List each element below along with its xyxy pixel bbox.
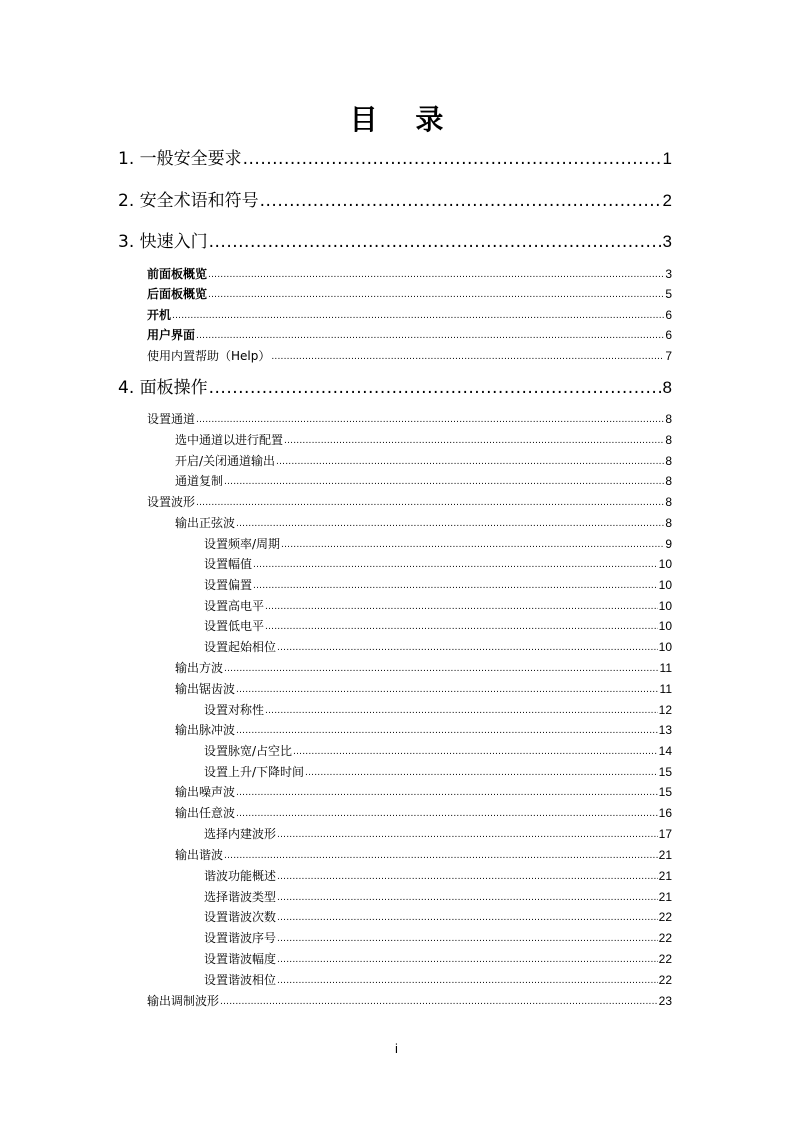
toc-entry-page: 3	[665, 267, 672, 281]
toc-leader-dots	[277, 891, 658, 905]
page-title: 目 录	[349, 103, 458, 136]
toc-entry-label: 设置高电平	[204, 599, 265, 613]
toc-entry[interactable]	[147, 327, 672, 343]
toc-leader-dots	[224, 662, 659, 676]
toc-entry-page: 1	[662, 149, 672, 168]
toc-entry-page: 5	[665, 287, 672, 301]
toc-leader-dots	[196, 329, 664, 343]
toc-entry-label: 设置谐波相位	[204, 973, 277, 987]
toc-entry-page: 8	[665, 412, 672, 426]
toc-leader-dots	[196, 496, 664, 510]
toc-entry[interactable]	[175, 473, 672, 489]
toc-entry-label: 1. 一般安全要求	[118, 149, 242, 169]
toc-entry-page: 12	[658, 703, 672, 717]
toc-entry-label: 选择内建波形	[204, 827, 277, 841]
toc-entry-label: 输出谐波	[175, 848, 224, 862]
toc-leader-dots	[265, 704, 658, 718]
toc-entry[interactable]	[204, 639, 672, 655]
toc-entry[interactable]	[175, 784, 672, 800]
toc-entry-label: 开机	[147, 308, 172, 322]
toc-entry[interactable]	[204, 556, 672, 572]
toc-leader-dots	[253, 579, 658, 593]
toc-leader-dots	[277, 641, 658, 655]
toc-entry-label: 用户界面	[147, 328, 196, 342]
toc-entry-page: 15	[658, 785, 672, 799]
toc-entry-page: 8	[665, 454, 672, 468]
toc-entry[interactable]	[204, 764, 672, 780]
toc-entry-label: 设置低电平	[204, 619, 265, 633]
toc-entry-page: 8	[665, 433, 672, 447]
toc-entry[interactable]	[175, 847, 672, 863]
toc-entry[interactable]	[204, 868, 672, 884]
toc-leader-dots	[284, 434, 664, 448]
toc-leader-dots	[277, 828, 658, 842]
toc-entry-label: 前面板概览	[147, 267, 208, 281]
toc-entry-label: 选中通道以进行配置	[175, 433, 284, 447]
toc-entry[interactable]	[175, 722, 672, 738]
toc-entry[interactable]	[175, 453, 672, 469]
toc-entry-page: 22	[658, 931, 672, 945]
toc-entry[interactable]	[147, 266, 672, 282]
toc-entry-label: 后面板概览	[147, 287, 208, 301]
toc-entry-page: 10	[658, 619, 672, 633]
toc-entry-page: 22	[658, 952, 672, 966]
toc-entry-label: 设置频率/周期	[204, 537, 281, 551]
toc-entry-label: 通道复制	[175, 474, 224, 488]
toc-entry-page: 21	[658, 869, 672, 883]
toc-leader-dots	[196, 413, 664, 427]
toc-entry[interactable]	[147, 307, 672, 323]
toc-entry-label: 设置通道	[147, 412, 196, 426]
toc-entry-page: 17	[658, 827, 672, 841]
toc-leader-dots	[277, 911, 658, 925]
toc-entry[interactable]	[175, 805, 672, 821]
toc-entry[interactable]	[204, 972, 672, 988]
toc-entry[interactable]	[118, 377, 672, 399]
toc-leader-dots	[172, 309, 664, 323]
toc-leader-dots	[277, 974, 658, 988]
toc-entry[interactable]	[147, 993, 672, 1009]
toc-entry-page: 21	[658, 848, 672, 862]
toc-entry[interactable]	[204, 618, 672, 634]
toc-entry[interactable]	[204, 909, 672, 925]
toc-entry-page: 11	[659, 661, 672, 675]
toc-entry-label: 设置谐波幅度	[204, 952, 277, 966]
toc-leader-dots	[277, 870, 658, 884]
toc-entry-label: 输出脉冲波	[175, 723, 236, 737]
toc-leader-dots	[277, 932, 658, 946]
toc-entry-label: 4. 面板操作	[118, 378, 208, 398]
toc-entry-page: 10	[658, 640, 672, 654]
toc-entry[interactable]	[204, 577, 672, 593]
toc-entry[interactable]	[147, 411, 672, 427]
toc-entry-label: 3. 快速入门	[118, 232, 208, 252]
toc-entry-page: 10	[658, 578, 672, 592]
toc-leader-dots	[236, 724, 658, 738]
toc-entry[interactable]	[204, 951, 672, 967]
toc-entry-page: 8	[665, 474, 672, 488]
toc-leader-dots	[281, 538, 664, 552]
toc-entry-page: 9	[665, 537, 672, 551]
toc-entry-page: 8	[662, 378, 672, 397]
toc-entry-page: 14	[658, 744, 672, 758]
toc-entry-page: 11	[659, 682, 672, 696]
toc-entry[interactable]	[175, 515, 672, 531]
toc-entry-page: 2	[662, 191, 672, 210]
toc-entry-page: 23	[658, 994, 672, 1008]
toc-entry-label: 设置起始相位	[204, 640, 277, 654]
toc-leader-dots	[236, 517, 664, 531]
toc-entry-label: 设置谐波次数	[204, 910, 277, 924]
toc-entry-label: 输出调制波形	[147, 994, 220, 1008]
toc-leader-dots	[236, 807, 658, 821]
toc-leader-dots	[243, 148, 662, 170]
toc-leader-dots	[253, 558, 658, 572]
toc-entry-label: 设置幅值	[204, 557, 253, 571]
toc-entry-label: 输出方波	[175, 661, 224, 675]
toc-entry-page: 8	[665, 516, 672, 530]
toc-leader-dots	[277, 953, 658, 967]
toc-entry[interactable]	[147, 348, 672, 364]
toc-entry-page: 16	[658, 806, 672, 820]
toc-entry-page: 22	[658, 973, 672, 987]
toc-entry-page: 22	[658, 910, 672, 924]
toc-entry-page: 15	[658, 765, 672, 779]
toc-entry-label: 2. 安全术语和符号	[118, 191, 259, 211]
toc-entry[interactable]	[175, 660, 672, 676]
toc-entry[interactable]	[204, 930, 672, 946]
toc-leader-dots	[220, 995, 658, 1009]
toc-leader-dots	[224, 475, 664, 489]
toc-leader-dots	[305, 766, 658, 780]
toc-entry-label: 开启/关闭通道输出	[175, 454, 276, 468]
toc-entry-page: 7	[665, 349, 672, 363]
toc-entry[interactable]	[204, 536, 672, 552]
toc-entry-label: 输出锯齿波	[175, 682, 236, 696]
toc-entry[interactable]	[147, 494, 672, 510]
toc-entry[interactable]	[204, 702, 672, 718]
toc-entry-label: 输出正弦波	[175, 516, 236, 530]
toc-entry-label: 设置上升/下降时间	[204, 765, 305, 779]
toc-entry[interactable]	[118, 190, 672, 212]
toc-leader-dots	[209, 231, 662, 253]
toc-entry-label: 输出噪声波	[175, 785, 236, 799]
toc-entry-label: 使用内置帮助（Help）	[147, 349, 271, 363]
toc-leader-dots	[224, 849, 658, 863]
toc-entry-page: 13	[658, 723, 672, 737]
toc-leader-dots	[265, 600, 658, 614]
toc-entry-label: 设置对称性	[204, 703, 265, 717]
toc-entry[interactable]	[175, 432, 672, 448]
toc-entry-page: 10	[658, 599, 672, 613]
toc-entry[interactable]	[118, 148, 672, 170]
toc-leader-dots	[276, 455, 664, 469]
toc-leader-dots	[209, 377, 662, 399]
toc-entry[interactable]	[204, 598, 672, 614]
page-number: i	[395, 1041, 398, 1056]
toc-entry-page: 10	[658, 557, 672, 571]
toc-entry-label: 设置谐波序号	[204, 931, 277, 945]
toc-leader-dots	[208, 268, 664, 282]
toc-entry-page: 3	[662, 232, 672, 251]
toc-entry-label: 输出任意波	[175, 806, 236, 820]
toc-entry-label: 设置脉宽/占空比	[204, 744, 293, 758]
toc-entry-label: 选择谐波类型	[204, 890, 277, 904]
toc-entry-page: 6	[665, 308, 672, 322]
toc-entry[interactable]	[204, 889, 672, 905]
toc-entry-label: 谐波功能概述	[204, 869, 277, 883]
toc-entry-page: 8	[665, 495, 672, 509]
toc-leader-dots	[293, 745, 658, 759]
toc-entry-page: 6	[665, 328, 672, 342]
toc-leader-dots	[208, 288, 664, 302]
toc-leader-dots	[236, 683, 659, 697]
toc-entry[interactable]	[204, 826, 672, 842]
toc-entry[interactable]	[204, 743, 672, 759]
toc-entry[interactable]	[118, 231, 672, 253]
toc-entry[interactable]	[175, 681, 672, 697]
toc-leader-dots	[236, 786, 658, 800]
toc-entry-page: 21	[658, 890, 672, 904]
toc-entry[interactable]	[147, 286, 672, 302]
toc-entry-label: 设置波形	[147, 495, 196, 509]
toc-leader-dots	[271, 350, 664, 364]
toc-leader-dots	[260, 190, 662, 212]
toc-entry-label: 设置偏置	[204, 578, 253, 592]
toc-leader-dots	[265, 620, 658, 634]
